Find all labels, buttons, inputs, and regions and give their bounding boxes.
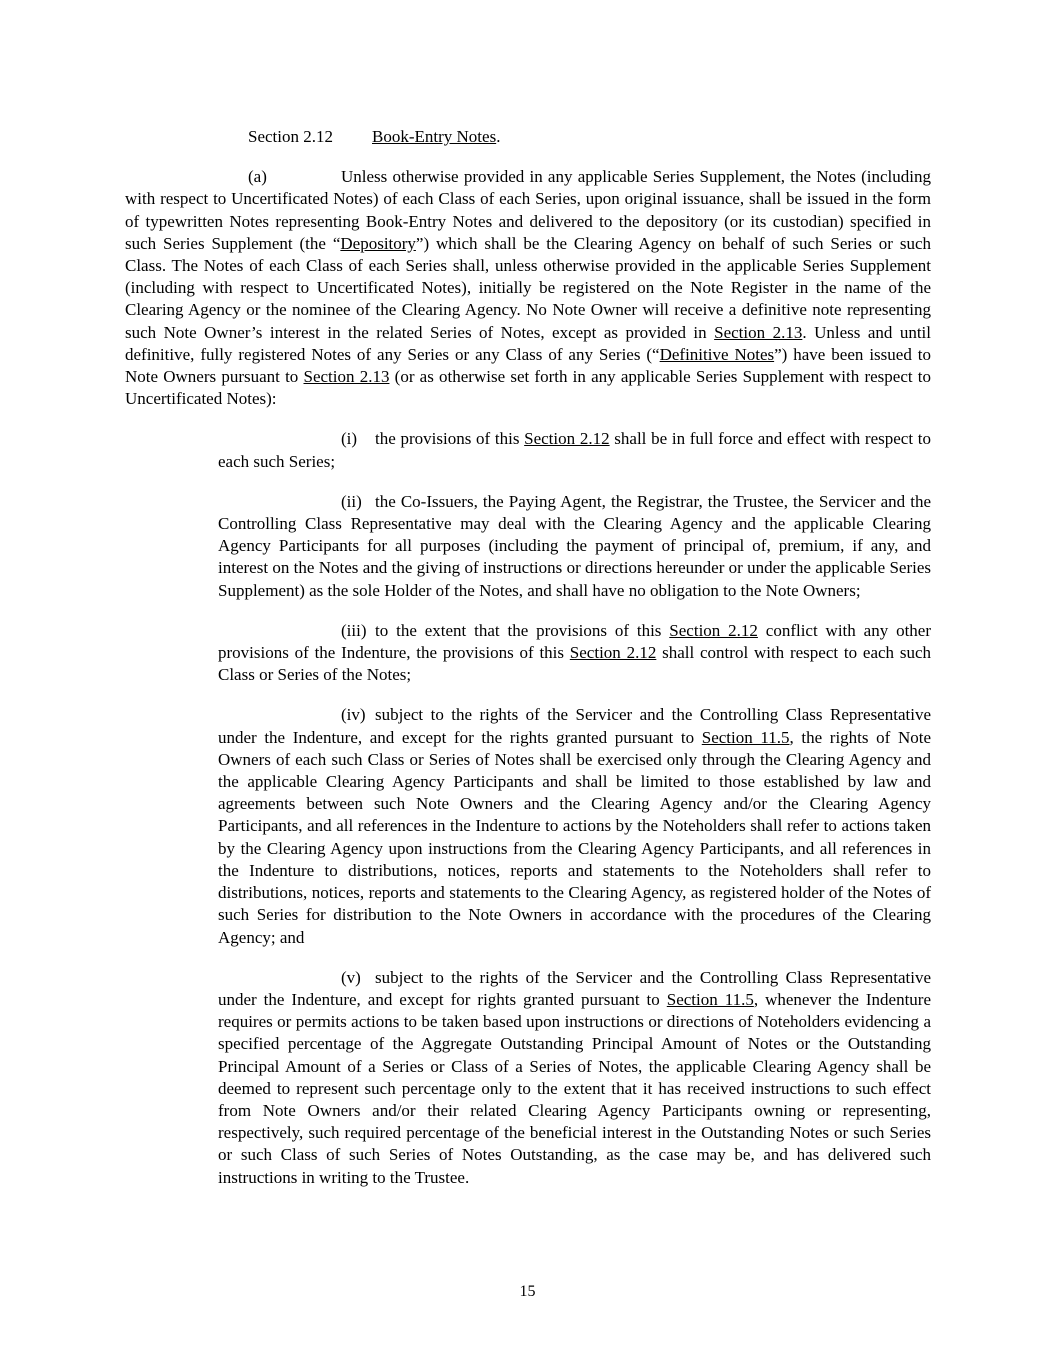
text-run: the Co-Issuers, the Paying Agent, the Registrar, the Trustee, the Servicer and the Controlling Class Representative may deal with the Clearing Agency and the applicable Clearing Agency Participants for all purposes (including the payment of principal of, premium, if any, and interest on the Notes and the giving of instructions or directions hereunder or under the applicable Series Supplement) as the sole Holder of the Notes, and shall have no obligation to the Note Owners; <box>218 491 931 600</box>
item-i <box>218 428 931 472</box>
item-iv <box>218 704 931 948</box>
text-run: , the rights of Note Owners of each such Class or Series of Notes shall be exercised only through the Clearing Agency and the applicable Clearing Agency Participants and shall be limited to those established by law and agreements between such Note Owners and the Clearing Agency and/or the Clearing Agency Participants, and all references in the Indenture to actions by the Noteholders shall refer to actions taken by the Clearing Agency upon instructions from the Clearing Agency Participants, and all references in the Indenture to distributions, notices, reports and statements to the Noteholders shall refer to distributions, notices, reports and statements to the Clearing Agency, as registered holder of the Notes of such Series for distribution to the Note Owners in accordance with the procedures of the Clearing Agency; and <box>218 727 931 947</box>
text-run: shall control with respect to each such Class or Series of the Notes; <box>218 643 931 685</box>
text-run: ”) have been issued to Note Owners pursuant to <box>125 344 931 387</box>
underlined-text: Book-Entry Notes <box>372 127 497 146</box>
text-run: . <box>496 127 501 146</box>
underlined-text: Section 2.12 <box>569 643 657 663</box>
document-body <box>125 126 931 1189</box>
section-heading <box>125 126 931 148</box>
text-run: to the extent that the provisions of this <box>375 620 670 640</box>
paragraph-label: (iii) <box>341 620 367 640</box>
underlined-text: Section 2.13 <box>303 367 390 387</box>
paragraph-label: (ii) <box>341 491 362 511</box>
underlined-text: Depository <box>340 233 416 253</box>
item-ii <box>218 491 931 602</box>
text-run: (or as otherwise set forth in any applicable Series Supplement with respect to Uncertificated Notes): <box>125 367 932 409</box>
page-number: 15 <box>519 1282 536 1300</box>
underlined-text: Section 2.12 <box>669 620 758 640</box>
paragraph-label: (i) <box>341 429 358 449</box>
text-run: ”) which shall be the Clearing Agency on behalf of such Series or such Class. The Notes of each Class of each Series shall, unless otherwise provided in the applicable Series Supplement (including with respect to Uncertificated Notes), initially be registered on the Note Register in the name of the Clearing Agency or the nominee of the Clearing Agency. No Note Owner will receive a definitive note representing such Note Owner’s interest in the related Series of Notes, except as provided in <box>125 233 931 342</box>
underlined-text: Section 2.12 <box>524 429 610 449</box>
paragraph-label: (v) <box>341 967 361 987</box>
text-run: subject to the rights of the Servicer and the Controlling Class Representative under the Indenture, and except for rights granted pursuant to <box>218 967 931 1009</box>
underlined-text: Definitive Notes <box>659 344 775 364</box>
text-run: , whenever the Indenture requires or permits actions to be taken based upon instructions or directions of Noteholders evidencing a specified percentage of the Aggregate Outstanding Principal Amount of Notes or the Outstanding Principal Amount of a Series or Class of a Series of Notes, the applicable Clearing Agency shall be deemed to represent such percentage only to the extent that it has received instructions to such effect from Note Owners and/or their related Clearing Agency Participants owning or representing, respectively, such required percentage of the beneficial interest in the Outstanding Notes or such Series or such Class of such Series of Notes Outstanding, as the case may be, and has delivered such instructions in writing to the Trustee. <box>218 989 931 1187</box>
underlined-text: Section 11.5 <box>701 727 790 747</box>
paragraph-label: Section 2.12 <box>248 127 333 146</box>
underlined-text: Section 2.13 <box>714 322 803 342</box>
text-run: . Unless and until definitive, fully registered Notes of any Series or any Class of any Series (“ <box>125 322 932 364</box>
underlined-text: Section 11.5 <box>666 989 754 1009</box>
paragraph-label: (iv) <box>341 705 366 725</box>
text-run: conflict with any other provisions of the Indenture, the provisions of this <box>218 620 931 663</box>
text-run: the provisions of this <box>375 429 525 449</box>
item-iii <box>218 620 931 687</box>
text-run: subject to the rights of the Servicer and the Controlling Class Representative under the Indenture, and except for the rights granted pursuant to <box>218 705 931 747</box>
text-run: shall be in full force and effect with respect to each such Series; <box>218 429 931 471</box>
paragraph-label: (a) <box>248 167 267 187</box>
text-run: Unless otherwise provided in any applicable Series Supplement, the Notes (including with respect to Uncertificated Notes) of each Class of each Series, upon original issuance, shall be issued in the form of typewritten Notes representing Book-Entry Notes and delivered to the depository (or its custodian) specified in such Series Supplement (the “ <box>125 167 931 253</box>
item-v <box>218 967 931 1189</box>
paragraph-a <box>125 166 931 410</box>
